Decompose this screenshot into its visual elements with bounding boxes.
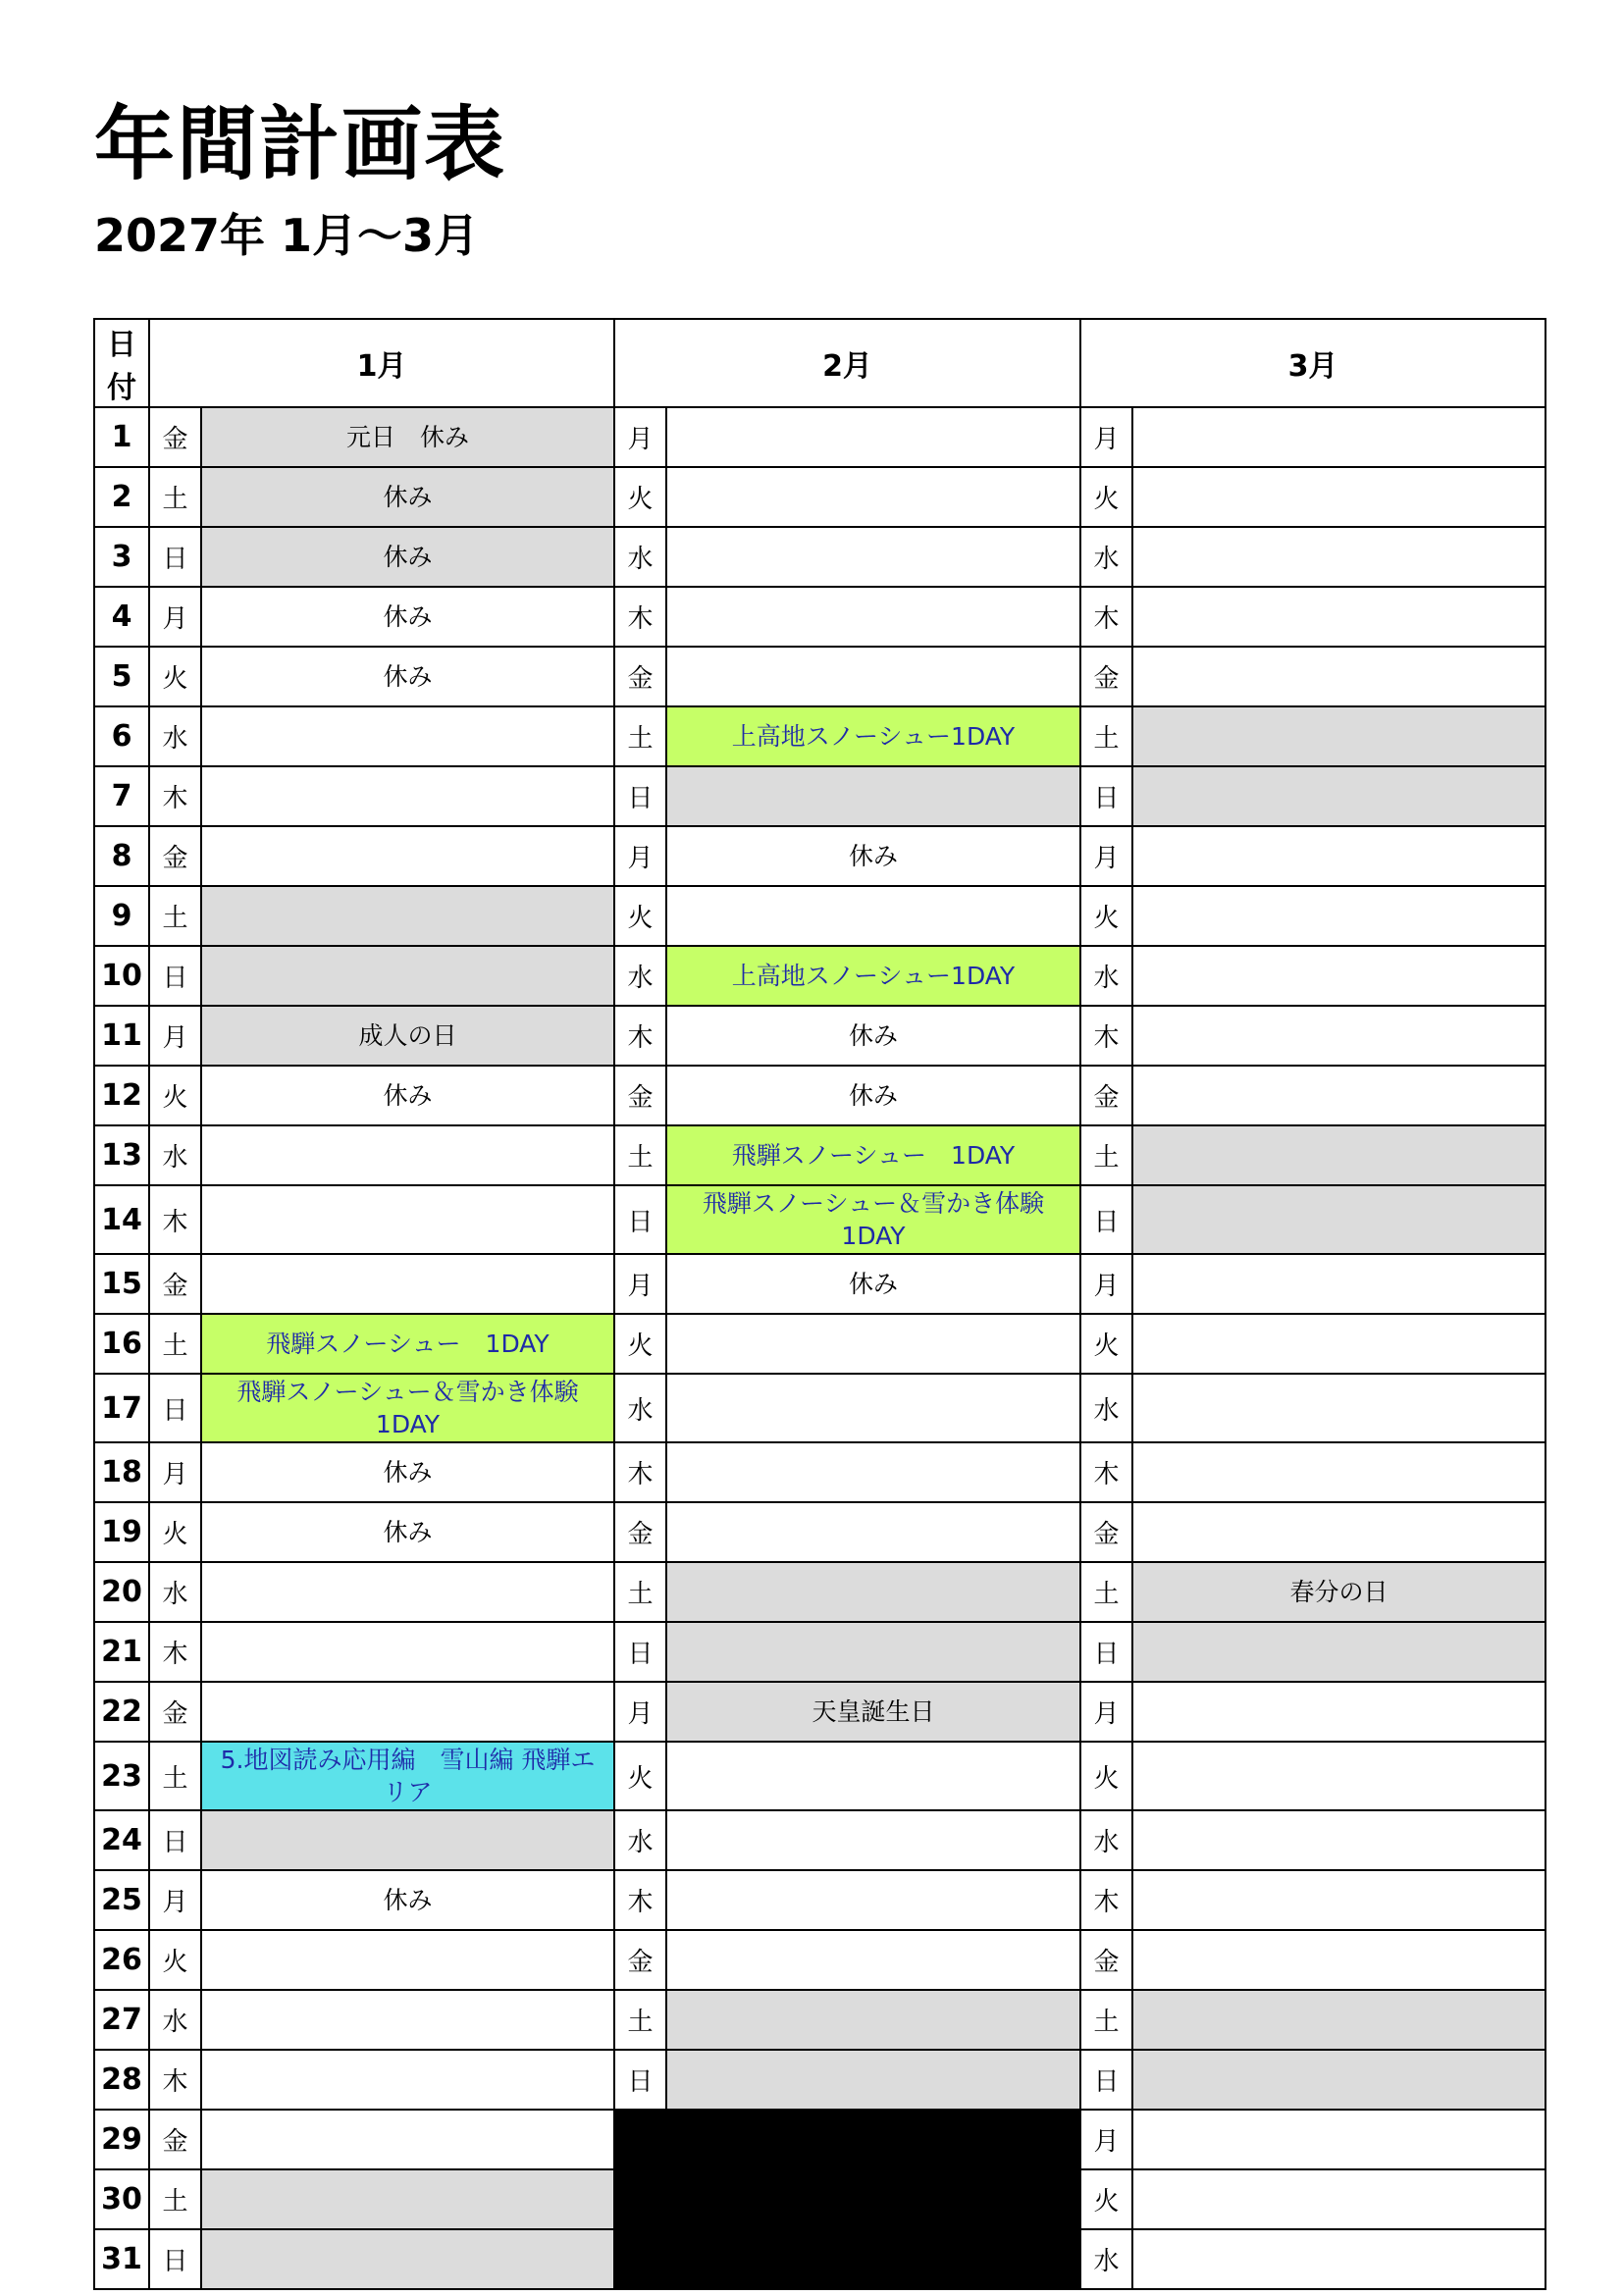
date-number: 5: [94, 647, 149, 706]
date-number: 18: [94, 1442, 149, 1502]
event-cell-mar[interactable]: [1132, 1442, 1545, 1502]
event-cell-feb[interactable]: [666, 407, 1080, 467]
event-cell-jan[interactable]: [201, 1442, 614, 1502]
day-column-header: 日付: [94, 319, 149, 407]
event-cell-feb[interactable]: [666, 1682, 1080, 1742]
table-row: [94, 1622, 1545, 1682]
event-cell-jan[interactable]: [201, 706, 614, 766]
event-cell-jan[interactable]: [201, 1562, 614, 1622]
event-cell-jan[interactable]: [201, 1254, 614, 1314]
event-cell-feb[interactable]: [666, 647, 1080, 706]
date-number: 11: [94, 1006, 149, 1066]
event-cell-mar[interactable]: [1132, 1502, 1545, 1562]
weekday-mar: 金: [1080, 1502, 1132, 1562]
event-cell-feb[interactable]: [666, 766, 1080, 826]
table-row: [94, 2050, 1545, 2110]
weekday-mar: 土: [1080, 1990, 1132, 2050]
event-cell-mar[interactable]: [1132, 1682, 1545, 1742]
event-cell-feb[interactable]: [666, 1254, 1080, 1314]
date-number: 30: [94, 2169, 149, 2229]
event-cell-mar[interactable]: [1132, 1810, 1545, 1870]
event-text: 休み: [848, 1081, 898, 1110]
date-number: 31: [94, 2229, 149, 2289]
table-row: [94, 1066, 1545, 1125]
event-cell-mar[interactable]: [1132, 1066, 1545, 1125]
event-text: 飛騨スノーシュー＆雪かき体験1DAY: [702, 1189, 1045, 1250]
weekday-jan: 金: [149, 1682, 201, 1742]
event-text: 飛騨スノーシュー 1DAY: [731, 1141, 1016, 1170]
weekday-mar: 土: [1080, 1125, 1132, 1185]
weekday-mar: 月: [1080, 1682, 1132, 1742]
table-row: [94, 1442, 1545, 1502]
date-number: 21: [94, 1622, 149, 1682]
event-text: 上高地スノーシュー1DAY: [731, 962, 1016, 990]
event-cell-jan[interactable]: [201, 1622, 614, 1682]
month-header-mar: 3月: [1080, 319, 1545, 407]
weekday-feb: 金: [614, 1066, 666, 1125]
calendar-table: [93, 318, 1546, 2290]
weekday-mar: 火: [1080, 2169, 1132, 2229]
date-number: 14: [94, 1185, 149, 1254]
weekday-mar: 日: [1080, 2050, 1132, 2110]
event-cell-mar[interactable]: [1132, 2110, 1545, 2169]
event-cell-feb[interactable]: [666, 946, 1080, 1006]
header-row: [94, 319, 1545, 407]
event-cell-jan[interactable]: [201, 2229, 614, 2289]
event-cell-mar[interactable]: [1132, 946, 1545, 1006]
event-text: 成人の日: [358, 1021, 457, 1050]
table-row: [94, 1562, 1545, 1622]
date-number: 16: [94, 1314, 149, 1374]
event-text: 休み: [383, 662, 433, 691]
weekday-feb: 水: [614, 1374, 666, 1442]
date-number: 13: [94, 1125, 149, 1185]
table-row: [94, 886, 1545, 946]
event-cell-jan[interactable]: [201, 527, 614, 587]
event-cell-mar[interactable]: [1132, 1374, 1545, 1442]
event-cell-jan[interactable]: [201, 407, 614, 467]
table-row: [94, 1374, 1545, 1442]
weekday-jan: 土: [149, 1742, 201, 1810]
event-cell-mar[interactable]: [1132, 1562, 1545, 1622]
weekday-feb: 火: [614, 886, 666, 946]
page-title: 年間計画表: [94, 98, 507, 191]
weekday-feb: 木: [614, 1870, 666, 1930]
event-text: 休み: [383, 1081, 433, 1110]
event-cell-jan[interactable]: [201, 1125, 614, 1185]
event-cell-jan[interactable]: [201, 1682, 614, 1742]
weekday-jan: 日: [149, 946, 201, 1006]
weekday-mar: 土: [1080, 706, 1132, 766]
event-cell-jan[interactable]: [201, 467, 614, 527]
weekday-jan: 日: [149, 527, 201, 587]
table-row: [94, 1502, 1545, 1562]
weekday-jan: 木: [149, 1622, 201, 1682]
weekday-jan: 金: [149, 2110, 201, 2169]
weekday-feb: 木: [614, 1442, 666, 1502]
event-cell-mar[interactable]: [1132, 407, 1545, 467]
weekday-mar: 火: [1080, 886, 1132, 946]
event-cell-feb[interactable]: [666, 1742, 1080, 1810]
event-cell-jan[interactable]: [201, 1185, 614, 1254]
weekday-mar: 木: [1080, 1006, 1132, 1066]
event-cell-mar[interactable]: [1132, 1185, 1545, 1254]
event-text: 休み: [383, 1458, 433, 1487]
weekday-feb: 日: [614, 1622, 666, 1682]
weekday-feb: 日: [614, 766, 666, 826]
event-cell-jan[interactable]: [201, 1006, 614, 1066]
weekday-jan: 木: [149, 1185, 201, 1254]
weekday-jan: 火: [149, 647, 201, 706]
date-number: 22: [94, 1682, 149, 1742]
weekday-feb: 金: [614, 1502, 666, 1562]
weekday-feb: 月: [614, 1254, 666, 1314]
event-cell-feb[interactable]: [666, 1006, 1080, 1066]
weekday-jan: 月: [149, 1006, 201, 1066]
event-cell-mar[interactable]: [1132, 766, 1545, 826]
event-text: 休み: [383, 602, 433, 631]
event-cell-jan[interactable]: [201, 1066, 614, 1125]
nonexistent-date-block: [614, 2110, 1080, 2289]
weekday-mar: 金: [1080, 1930, 1132, 1990]
event-cell-jan[interactable]: [201, 766, 614, 826]
event-cell-jan[interactable]: [201, 1870, 614, 1930]
date-number: 24: [94, 1810, 149, 1870]
event-cell-mar[interactable]: [1132, 1254, 1545, 1314]
event-cell-feb[interactable]: [666, 1066, 1080, 1125]
table-row: [94, 1810, 1545, 1870]
weekday-mar: 水: [1080, 946, 1132, 1006]
page-subtitle: 2027年 1月〜3月: [94, 209, 480, 262]
weekday-feb: 月: [614, 1682, 666, 1742]
weekday-mar: 日: [1080, 1622, 1132, 1682]
date-number: 15: [94, 1254, 149, 1314]
date-number: 2: [94, 467, 149, 527]
table-row: [94, 826, 1545, 886]
weekday-feb: 日: [614, 2050, 666, 2110]
weekday-jan: 水: [149, 1125, 201, 1185]
event-text: 休み: [383, 1886, 433, 1914]
weekday-mar: 火: [1080, 1314, 1132, 1374]
event-cell-mar[interactable]: [1132, 1990, 1545, 2050]
weekday-jan: 日: [149, 1810, 201, 1870]
event-text: 休み: [848, 842, 898, 870]
weekday-mar: 月: [1080, 1254, 1132, 1314]
weekday-jan: 月: [149, 1442, 201, 1502]
event-text: 飛騨スノーシュー＆雪かき体験1DAY: [236, 1378, 579, 1438]
event-cell-feb[interactable]: [666, 1810, 1080, 1870]
event-cell-feb[interactable]: [666, 1442, 1080, 1502]
weekday-mar: 水: [1080, 1374, 1132, 1442]
event-cell-feb[interactable]: [666, 587, 1080, 647]
event-cell-jan[interactable]: [201, 1742, 614, 1810]
event-cell-feb[interactable]: [666, 706, 1080, 766]
weekday-jan: 土: [149, 1314, 201, 1374]
table-row: [94, 1254, 1545, 1314]
event-cell-mar[interactable]: [1132, 1870, 1545, 1930]
event-cell-mar[interactable]: [1132, 1314, 1545, 1374]
weekday-feb: 金: [614, 647, 666, 706]
weekday-jan: 土: [149, 467, 201, 527]
weekday-feb: 土: [614, 706, 666, 766]
weekday-jan: 日: [149, 1374, 201, 1442]
weekday-feb: 土: [614, 1990, 666, 2050]
weekday-jan: 金: [149, 1254, 201, 1314]
event-text: 5.地図読み応用編 雪山編 飛騨エリア: [220, 1746, 596, 1806]
table-row: [94, 1742, 1545, 1810]
event-cell-mar[interactable]: [1132, 826, 1545, 886]
weekday-jan: 金: [149, 826, 201, 886]
weekday-feb: 水: [614, 527, 666, 587]
date-number: 17: [94, 1374, 149, 1442]
table-row: [94, 1990, 1545, 2050]
date-number: 29: [94, 2110, 149, 2169]
event-cell-mar[interactable]: [1132, 1006, 1545, 1066]
date-number: 8: [94, 826, 149, 886]
weekday-mar: 金: [1080, 647, 1132, 706]
event-cell-mar[interactable]: [1132, 647, 1545, 706]
weekday-feb: 月: [614, 826, 666, 886]
table-row: [94, 467, 1545, 527]
weekday-feb: 木: [614, 587, 666, 647]
calendar-body: [94, 407, 1545, 2289]
weekday-mar: 水: [1080, 1810, 1132, 1870]
event-cell-feb[interactable]: [666, 2050, 1080, 2110]
table-row: [94, 1930, 1545, 1990]
date-number: 9: [94, 886, 149, 946]
weekday-feb: 土: [614, 1562, 666, 1622]
event-cell-mar[interactable]: [1132, 1125, 1545, 1185]
weekday-mar: 木: [1080, 1442, 1132, 1502]
weekday-mar: 木: [1080, 587, 1132, 647]
weekday-jan: 木: [149, 2050, 201, 2110]
weekday-mar: 月: [1080, 2110, 1132, 2169]
event-cell-jan[interactable]: [201, 1314, 614, 1374]
event-cell-jan[interactable]: [201, 1374, 614, 1442]
weekday-jan: 水: [149, 1562, 201, 1622]
event-cell-feb[interactable]: [666, 1185, 1080, 1254]
event-cell-mar[interactable]: [1132, 886, 1545, 946]
weekday-jan: 火: [149, 1066, 201, 1125]
weekday-mar: 水: [1080, 2229, 1132, 2289]
weekday-feb: 火: [614, 467, 666, 527]
event-text: 休み: [848, 1021, 898, 1050]
date-number: 25: [94, 1870, 149, 1930]
weekday-jan: 火: [149, 1930, 201, 1990]
event-cell-mar[interactable]: [1132, 467, 1545, 527]
weekday-jan: 木: [149, 766, 201, 826]
weekday-mar: 日: [1080, 766, 1132, 826]
weekday-mar: 火: [1080, 1742, 1132, 1810]
event-cell-jan[interactable]: [201, 826, 614, 886]
event-cell-mar[interactable]: [1132, 587, 1545, 647]
date-number: 4: [94, 587, 149, 647]
event-text: 休み: [848, 1270, 898, 1298]
event-cell-feb[interactable]: [666, 1930, 1080, 1990]
table-row: [94, 1870, 1545, 1930]
event-text: 休み: [383, 1518, 433, 1546]
weekday-mar: 木: [1080, 1870, 1132, 1930]
event-cell-jan[interactable]: [201, 587, 614, 647]
weekday-jan: 金: [149, 407, 201, 467]
table-row: [94, 1125, 1545, 1185]
event-cell-feb[interactable]: [666, 1125, 1080, 1185]
event-cell-jan[interactable]: [201, 2050, 614, 2110]
event-cell-feb[interactable]: [666, 886, 1080, 946]
weekday-jan: 水: [149, 1990, 201, 2050]
event-cell-jan[interactable]: [201, 1930, 614, 1990]
event-cell-feb[interactable]: [666, 467, 1080, 527]
event-text: 天皇誕生日: [812, 1697, 935, 1726]
date-number: 28: [94, 2050, 149, 2110]
table-row: [94, 1682, 1545, 1742]
weekday-jan: 水: [149, 706, 201, 766]
weekday-mar: 月: [1080, 826, 1132, 886]
date-number: 7: [94, 766, 149, 826]
event-cell-jan[interactable]: [201, 1990, 614, 2050]
event-text: 休み: [383, 543, 433, 571]
weekday-feb: 木: [614, 1006, 666, 1066]
weekday-jan: 土: [149, 2169, 201, 2229]
weekday-feb: 火: [614, 1314, 666, 1374]
event-cell-feb[interactable]: [666, 527, 1080, 587]
date-number: 26: [94, 1930, 149, 1990]
table-row: [94, 1314, 1545, 1374]
event-cell-feb[interactable]: [666, 1314, 1080, 1374]
event-cell-mar[interactable]: [1132, 1930, 1545, 1990]
table-row: [94, 1185, 1545, 1254]
weekday-feb: 日: [614, 1185, 666, 1254]
event-cell-feb[interactable]: [666, 1622, 1080, 1682]
event-cell-mar[interactable]: [1132, 706, 1545, 766]
date-number: 1: [94, 407, 149, 467]
event-cell-mar[interactable]: [1132, 527, 1545, 587]
weekday-mar: 土: [1080, 1562, 1132, 1622]
weekday-feb: 水: [614, 1810, 666, 1870]
event-cell-jan[interactable]: [201, 1810, 614, 1870]
event-cell-feb[interactable]: [666, 826, 1080, 886]
event-text: 元日 休み: [345, 423, 469, 451]
table-row: [94, 647, 1545, 706]
weekday-jan: 土: [149, 886, 201, 946]
event-text: 飛騨スノーシュー 1DAY: [266, 1330, 550, 1358]
date-number: 19: [94, 1502, 149, 1562]
table-row: [94, 587, 1545, 647]
table-row: [94, 2110, 1545, 2169]
table-row: [94, 527, 1545, 587]
event-cell-mar[interactable]: [1132, 1742, 1545, 1810]
event-cell-jan[interactable]: [201, 946, 614, 1006]
table-row: [94, 706, 1545, 766]
date-number: 6: [94, 706, 149, 766]
weekday-feb: 月: [614, 407, 666, 467]
date-number: 12: [94, 1066, 149, 1125]
table-row: [94, 407, 1545, 467]
date-number: 10: [94, 946, 149, 1006]
date-number: 20: [94, 1562, 149, 1622]
weekday-feb: 土: [614, 1125, 666, 1185]
event-cell-feb[interactable]: [666, 1870, 1080, 1930]
weekday-mar: 月: [1080, 407, 1132, 467]
event-text: 上高地スノーシュー1DAY: [731, 722, 1016, 751]
table-row: [94, 1006, 1545, 1066]
weekday-mar: 火: [1080, 467, 1132, 527]
table-row: [94, 946, 1545, 1006]
weekday-mar: 日: [1080, 1185, 1132, 1254]
weekday-jan: 日: [149, 2229, 201, 2289]
event-text: 休み: [383, 483, 433, 511]
weekday-mar: 金: [1080, 1066, 1132, 1125]
event-cell-feb[interactable]: [666, 1502, 1080, 1562]
event-cell-mar[interactable]: [1132, 1622, 1545, 1682]
table-row: [94, 766, 1545, 826]
weekday-mar: 水: [1080, 527, 1132, 587]
event-cell-mar[interactable]: [1132, 2050, 1545, 2110]
event-cell-feb[interactable]: [666, 1562, 1080, 1622]
event-cell-jan[interactable]: [201, 647, 614, 706]
month-header-jan: 1月: [149, 319, 614, 407]
event-cell-feb[interactable]: [666, 1374, 1080, 1442]
event-cell-jan[interactable]: [201, 2110, 614, 2169]
event-cell-mar[interactable]: [1132, 2169, 1545, 2229]
date-number: 27: [94, 1990, 149, 2050]
weekday-jan: 月: [149, 1870, 201, 1930]
event-cell-mar[interactable]: [1132, 2229, 1545, 2289]
weekday-feb: 火: [614, 1742, 666, 1810]
weekday-feb: 金: [614, 1930, 666, 1990]
event-cell-jan[interactable]: [201, 2169, 614, 2229]
weekday-feb: 水: [614, 946, 666, 1006]
weekday-jan: 火: [149, 1502, 201, 1562]
event-cell-jan[interactable]: [201, 886, 614, 946]
event-text: 春分の日: [1289, 1578, 1388, 1606]
event-cell-feb[interactable]: [666, 1990, 1080, 2050]
date-number: 23: [94, 1742, 149, 1810]
month-header-feb: 2月: [614, 319, 1080, 407]
event-cell-jan[interactable]: [201, 1502, 614, 1562]
weekday-jan: 月: [149, 587, 201, 647]
date-number: 3: [94, 527, 149, 587]
